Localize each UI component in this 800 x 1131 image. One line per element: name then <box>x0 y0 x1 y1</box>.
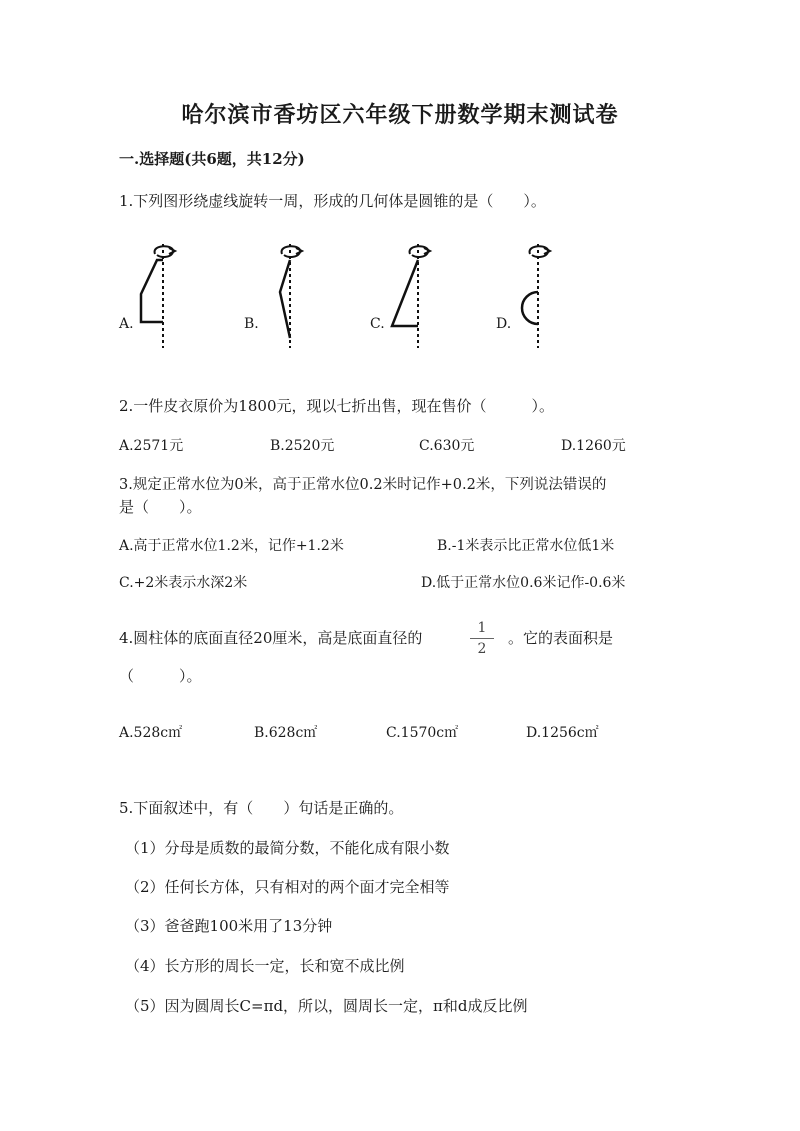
q5-statement-1: （1）分母是质数的最简分数，不能化成有限小数 <box>125 839 450 857</box>
page-title: 哈尔滨市香坊区六年级下册数学期末测试卷 <box>181 102 619 128</box>
q4-option-a: A.528c㎡ <box>119 725 183 741</box>
kite-rotation-figure-icon <box>258 240 328 352</box>
fraction-numerator: 1 <box>470 620 494 639</box>
fraction-denominator: 2 <box>477 641 487 657</box>
q4-option-c: C.1570c㎡ <box>386 725 459 741</box>
q2-option-b: B.2520元 <box>270 438 335 454</box>
question-3-text-line2: 是（ ）。 <box>119 498 202 516</box>
question-4-text-part1: 4.圆柱体的底面直径20厘米，高是底面直径的 <box>119 629 423 647</box>
q3-option-b: B.-1米表示比正常水位低1米 <box>437 538 615 554</box>
q2-option-d: D.1260元 <box>561 438 626 454</box>
figure-label-a: A. <box>119 316 134 332</box>
question-2-text: 2.一件皮衣原价为1800元，现以七折出售，现在售价（ ）。 <box>119 397 554 415</box>
q5-statement-3: （3）爸爸跑100米用了13分钟 <box>125 917 333 935</box>
semicircle-rotation-figure-icon <box>508 240 578 352</box>
question-4-text-line2: （ ）。 <box>119 667 202 685</box>
q4-option-b: B.628c㎡ <box>254 725 318 741</box>
right-triangle-rotation-figure-icon <box>384 240 454 352</box>
question-5-text: 5.下面叙述中，有（ ）句话是正确的。 <box>119 799 404 817</box>
q3-option-a: A.高于正常水位1.2米，记作+1.2米 <box>119 538 344 554</box>
question-3-text-line1: 3.规定正常水位为0米，高于正常水位0.2米时记作+0.2米，下列说法错误的 <box>119 477 607 493</box>
section-heading: 一.选择题(共6题，共12分) <box>119 150 305 168</box>
fraction-one-half <box>470 620 494 657</box>
q5-statement-2: （2）任何长方体，只有相对的两个面才完全相等 <box>125 878 450 896</box>
q4-option-d: D.1256c㎡ <box>526 725 599 741</box>
q5-statement-4: （4）长方形的周长一定，长和宽不成比例 <box>125 957 405 975</box>
q3-option-c: C.+2米表示水深2米 <box>119 575 248 591</box>
figure-label-b: B. <box>244 316 259 332</box>
q2-option-c: C.630元 <box>419 438 475 454</box>
q3-option-d: D.低于正常水位0.6米记作-0.6米 <box>421 575 626 591</box>
question-1-text: 1.下列图形绕虚线旋转一周，形成的几何体是圆锥的是（ ）。 <box>119 192 546 210</box>
trapezoid-rotation-figure-icon <box>133 240 203 352</box>
question-4-text-part2: 。它的表面积是 <box>508 629 614 647</box>
figure-label-d: D. <box>496 316 512 332</box>
q2-option-a: A.2571元 <box>119 438 184 454</box>
q5-statement-5: （5）因为圆周长C=πd，所以，圆周长一定，π和d成反比例 <box>125 997 528 1015</box>
figure-label-c: C. <box>370 316 385 332</box>
